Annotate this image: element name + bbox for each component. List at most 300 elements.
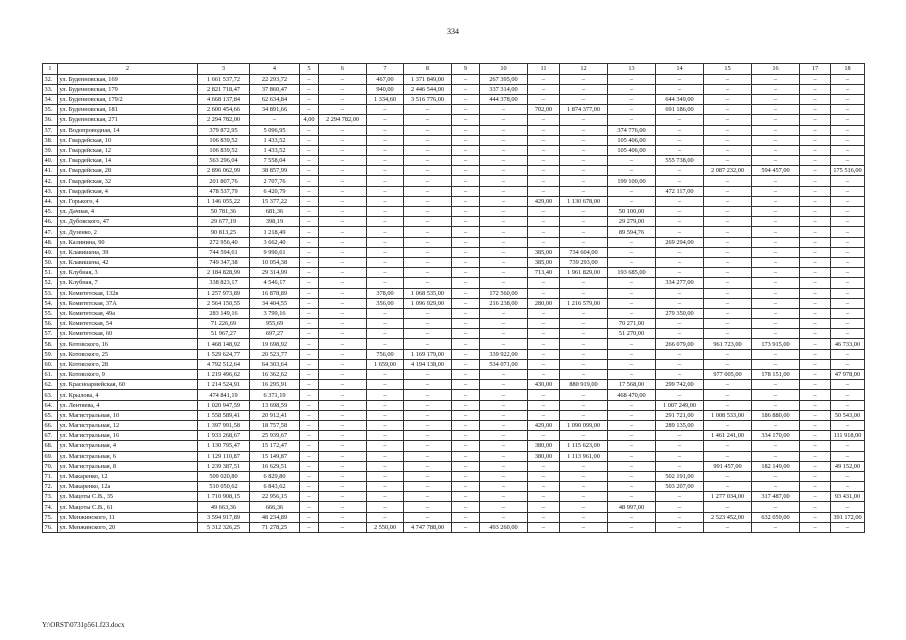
column-number-cell: 10 bbox=[480, 64, 528, 75]
value-cell: – bbox=[608, 420, 656, 430]
value-cell: 1 129 110,87 bbox=[198, 451, 250, 461]
address-cell: ул. Мацоты С.В., 35 bbox=[58, 492, 198, 502]
value-cell: – bbox=[831, 502, 865, 512]
value-cell: – bbox=[800, 278, 831, 288]
value-cell: – bbox=[319, 370, 367, 380]
value-cell: – bbox=[452, 227, 480, 237]
value-cell: – bbox=[560, 461, 608, 471]
value-cell: – bbox=[480, 115, 528, 125]
value-cell: – bbox=[300, 207, 319, 217]
value-cell: – bbox=[480, 166, 528, 176]
value-cell: – bbox=[800, 349, 831, 359]
address-cell: ул. Буденновская, 181 bbox=[58, 105, 198, 115]
row-number-cell: 67. bbox=[43, 431, 58, 441]
value-cell: – bbox=[452, 237, 480, 247]
value-cell: 51 270,00 bbox=[608, 329, 656, 339]
value-cell: – bbox=[800, 400, 831, 410]
value-cell: – bbox=[404, 329, 452, 339]
value-cell: – bbox=[404, 186, 452, 196]
value-cell: – bbox=[831, 207, 865, 217]
row-number-cell: 65. bbox=[43, 410, 58, 420]
value-cell: – bbox=[300, 420, 319, 430]
table-row bbox=[43, 512, 865, 522]
value-cell: 105 406,00 bbox=[608, 145, 656, 155]
value-cell: – bbox=[656, 227, 704, 237]
column-number-cell: 2 bbox=[58, 64, 198, 75]
value-cell: – bbox=[752, 268, 800, 278]
value-cell: – bbox=[452, 125, 480, 135]
value-cell: – bbox=[704, 349, 752, 359]
row-number-cell: 76. bbox=[43, 522, 58, 532]
value-cell: 478 537,79 bbox=[198, 186, 250, 196]
value-cell: 15 149,87 bbox=[250, 451, 300, 461]
value-cell: 1 371 849,00 bbox=[404, 74, 452, 84]
value-cell: – bbox=[752, 145, 800, 155]
column-number-cell: 8 bbox=[404, 64, 452, 75]
value-cell: 1 008 533,00 bbox=[704, 410, 752, 420]
value-cell: – bbox=[404, 420, 452, 430]
value-cell: 16 878,89 bbox=[250, 288, 300, 298]
value-cell: – bbox=[704, 105, 752, 115]
value-cell: 1 661 537,72 bbox=[198, 74, 250, 84]
table-row bbox=[43, 492, 865, 502]
address-cell: ул. Дузенко, 2 bbox=[58, 227, 198, 237]
value-cell: – bbox=[452, 420, 480, 430]
value-cell: – bbox=[300, 400, 319, 410]
value-cell: 201 807,76 bbox=[198, 176, 250, 186]
value-cell: – bbox=[319, 308, 367, 318]
table-row bbox=[43, 227, 865, 237]
value-cell: – bbox=[608, 278, 656, 288]
value-cell: 49 152,00 bbox=[831, 461, 865, 471]
value-cell: – bbox=[528, 288, 560, 298]
value-cell: – bbox=[300, 370, 319, 380]
value-cell: – bbox=[300, 145, 319, 155]
value-cell: – bbox=[319, 319, 367, 329]
value-cell: – bbox=[752, 400, 800, 410]
value-cell: – bbox=[560, 207, 608, 217]
value-cell: – bbox=[752, 186, 800, 196]
value-cell: – bbox=[752, 359, 800, 369]
value-cell: – bbox=[560, 84, 608, 94]
value-cell: – bbox=[800, 227, 831, 237]
value-cell: – bbox=[404, 482, 452, 492]
value-cell: – bbox=[752, 471, 800, 481]
value-cell: – bbox=[367, 370, 404, 380]
value-cell: – bbox=[367, 217, 404, 227]
value-cell: – bbox=[319, 156, 367, 166]
value-cell: – bbox=[704, 278, 752, 288]
value-cell: 429,00 bbox=[528, 420, 560, 430]
value-cell: – bbox=[300, 359, 319, 369]
row-number-cell: 63. bbox=[43, 390, 58, 400]
value-cell: – bbox=[404, 441, 452, 451]
value-cell: – bbox=[752, 390, 800, 400]
value-cell: – bbox=[319, 257, 367, 267]
value-cell: – bbox=[452, 176, 480, 186]
value-cell: – bbox=[300, 135, 319, 145]
value-cell: – bbox=[831, 145, 865, 155]
value-cell: – bbox=[452, 359, 480, 369]
value-cell: – bbox=[480, 339, 528, 349]
table-header-row bbox=[43, 64, 865, 75]
value-cell: – bbox=[800, 176, 831, 186]
value-cell: – bbox=[319, 217, 367, 227]
value-cell: 172 560,00 bbox=[480, 288, 528, 298]
value-cell: – bbox=[800, 380, 831, 390]
value-cell: 1 257 973,89 bbox=[198, 288, 250, 298]
value-cell: – bbox=[800, 268, 831, 278]
value-cell: – bbox=[452, 268, 480, 278]
value-cell: – bbox=[831, 319, 865, 329]
row-number-cell: 55. bbox=[43, 308, 58, 318]
value-cell: – bbox=[704, 125, 752, 135]
table-row bbox=[43, 482, 865, 492]
table-row bbox=[43, 410, 865, 420]
value-cell: 555 738,00 bbox=[656, 156, 704, 166]
value-cell: 13 698,59 bbox=[250, 400, 300, 410]
value-cell: – bbox=[452, 461, 480, 471]
row-number-cell: 70. bbox=[43, 461, 58, 471]
value-cell: – bbox=[319, 339, 367, 349]
value-cell: – bbox=[608, 522, 656, 532]
address-cell: ул. Калинина, 90 bbox=[58, 237, 198, 247]
value-cell: – bbox=[752, 308, 800, 318]
value-cell: – bbox=[300, 227, 319, 237]
value-cell: – bbox=[480, 441, 528, 451]
value-cell: 385,00 bbox=[528, 247, 560, 257]
table-row bbox=[43, 278, 865, 288]
value-cell: – bbox=[319, 410, 367, 420]
value-cell: 1 874 377,00 bbox=[560, 105, 608, 115]
value-cell: – bbox=[300, 84, 319, 94]
value-cell: – bbox=[800, 257, 831, 267]
value-cell: – bbox=[404, 145, 452, 155]
value-cell: 1 115 623,00 bbox=[560, 441, 608, 451]
value-cell: – bbox=[608, 482, 656, 492]
value-cell: – bbox=[480, 196, 528, 206]
value-cell: – bbox=[560, 512, 608, 522]
value-cell: – bbox=[300, 308, 319, 318]
column-number-cell: 1 bbox=[43, 64, 58, 75]
value-cell: 2 294 782,00 bbox=[198, 115, 250, 125]
value-cell: 299 742,00 bbox=[656, 380, 704, 390]
value-cell: 22 293,72 bbox=[250, 74, 300, 84]
value-cell: – bbox=[560, 319, 608, 329]
value-cell: 29 279,00 bbox=[608, 217, 656, 227]
row-number-cell: 46. bbox=[43, 217, 58, 227]
value-cell: 1 433,52 bbox=[250, 135, 300, 145]
value-cell: – bbox=[528, 339, 560, 349]
value-cell: – bbox=[367, 502, 404, 512]
value-cell: – bbox=[404, 135, 452, 145]
value-cell: – bbox=[831, 115, 865, 125]
value-cell: – bbox=[367, 451, 404, 461]
value-cell: – bbox=[319, 105, 367, 115]
value-cell: – bbox=[831, 74, 865, 84]
value-cell: – bbox=[404, 196, 452, 206]
value-cell: – bbox=[560, 471, 608, 481]
table-row bbox=[43, 247, 865, 257]
address-cell: ул. Менжинского, 20 bbox=[58, 522, 198, 532]
row-number-cell: 56. bbox=[43, 319, 58, 329]
value-cell: – bbox=[704, 227, 752, 237]
address-cell: ул. Горького, 4 bbox=[58, 196, 198, 206]
value-cell: – bbox=[528, 186, 560, 196]
value-cell: – bbox=[319, 125, 367, 135]
value-cell: – bbox=[528, 502, 560, 512]
value-cell: – bbox=[404, 410, 452, 420]
value-cell: – bbox=[404, 115, 452, 125]
value-cell: – bbox=[367, 196, 404, 206]
value-cell: – bbox=[452, 145, 480, 155]
value-cell: 46 733,00 bbox=[831, 339, 865, 349]
value-cell: – bbox=[752, 482, 800, 492]
value-cell: – bbox=[560, 492, 608, 502]
value-cell: – bbox=[367, 441, 404, 451]
value-cell: – bbox=[319, 84, 367, 94]
value-cell: – bbox=[831, 390, 865, 400]
table-row bbox=[43, 74, 865, 84]
value-cell: – bbox=[704, 482, 752, 492]
value-cell: – bbox=[608, 400, 656, 410]
column-number-cell: 5 bbox=[300, 64, 319, 75]
value-cell: – bbox=[800, 115, 831, 125]
value-cell: – bbox=[404, 319, 452, 329]
value-cell: – bbox=[800, 74, 831, 84]
value-cell: – bbox=[831, 125, 865, 135]
value-cell: – bbox=[404, 268, 452, 278]
value-cell: 4 194 138,00 bbox=[404, 359, 452, 369]
value-cell: 280,00 bbox=[528, 298, 560, 308]
value-cell: – bbox=[528, 482, 560, 492]
table-row bbox=[43, 502, 865, 512]
value-cell: – bbox=[704, 207, 752, 217]
value-cell: – bbox=[452, 156, 480, 166]
value-cell: – bbox=[831, 308, 865, 318]
value-cell: – bbox=[300, 74, 319, 84]
value-cell: – bbox=[452, 196, 480, 206]
value-cell: – bbox=[528, 115, 560, 125]
value-cell: – bbox=[480, 125, 528, 135]
value-cell: – bbox=[752, 502, 800, 512]
value-cell: – bbox=[704, 522, 752, 532]
value-cell: – bbox=[367, 227, 404, 237]
value-cell: – bbox=[800, 441, 831, 451]
value-cell: – bbox=[528, 227, 560, 237]
column-number-cell: 12 bbox=[560, 64, 608, 75]
address-cell: ул. Комитетская, 132в bbox=[58, 288, 198, 298]
value-cell: – bbox=[319, 74, 367, 84]
value-cell: 20 912,41 bbox=[250, 410, 300, 420]
value-cell: 1 529 624,77 bbox=[198, 349, 250, 359]
value-cell: – bbox=[560, 522, 608, 532]
value-cell: – bbox=[608, 359, 656, 369]
value-cell: – bbox=[752, 247, 800, 257]
value-cell: 29 314,99 bbox=[250, 268, 300, 278]
value-cell: – bbox=[300, 329, 319, 339]
address-cell: ул. Гвардейская, 12 bbox=[58, 145, 198, 155]
value-cell: – bbox=[367, 135, 404, 145]
row-number-cell: 35. bbox=[43, 105, 58, 115]
value-cell: – bbox=[480, 461, 528, 471]
value-cell: – bbox=[404, 451, 452, 461]
table-row bbox=[43, 207, 865, 217]
table-row bbox=[43, 145, 865, 155]
value-cell: – bbox=[560, 329, 608, 339]
address-cell: ул. Лентяева, 4 bbox=[58, 400, 198, 410]
value-cell: – bbox=[800, 390, 831, 400]
value-cell: – bbox=[800, 84, 831, 94]
table-row bbox=[43, 329, 865, 339]
value-cell: 111 918,00 bbox=[831, 431, 865, 441]
value-cell: – bbox=[656, 522, 704, 532]
value-cell: – bbox=[528, 390, 560, 400]
table-row bbox=[43, 339, 865, 349]
value-cell: – bbox=[528, 84, 560, 94]
value-cell: – bbox=[528, 308, 560, 318]
table-row bbox=[43, 441, 865, 451]
value-cell: – bbox=[831, 176, 865, 186]
table-row bbox=[43, 84, 865, 94]
value-cell: – bbox=[367, 156, 404, 166]
row-number-cell: 39. bbox=[43, 145, 58, 155]
value-cell: 632 059,00 bbox=[752, 512, 800, 522]
value-cell: – bbox=[704, 84, 752, 94]
value-cell: 534 071,00 bbox=[480, 359, 528, 369]
value-cell: – bbox=[319, 94, 367, 104]
value-cell: 380,00 bbox=[528, 451, 560, 461]
value-cell: – bbox=[656, 461, 704, 471]
value-cell: 880 919,00 bbox=[560, 380, 608, 390]
value-cell: – bbox=[404, 502, 452, 512]
value-cell: 1 090 099,00 bbox=[560, 420, 608, 430]
value-cell: – bbox=[367, 420, 404, 430]
value-cell: – bbox=[656, 84, 704, 94]
value-cell: – bbox=[831, 227, 865, 237]
value-cell: – bbox=[800, 105, 831, 115]
value-cell: – bbox=[528, 400, 560, 410]
value-cell: 62 634,84 bbox=[250, 94, 300, 104]
address-cell: ул. Макаренко, 12а bbox=[58, 482, 198, 492]
value-cell: – bbox=[480, 512, 528, 522]
address-cell: ул. Гвардейская, 4 bbox=[58, 186, 198, 196]
value-cell: – bbox=[452, 482, 480, 492]
value-cell: – bbox=[319, 492, 367, 502]
address-cell: ул. Комитетская, 49а bbox=[58, 308, 198, 318]
value-cell: – bbox=[367, 237, 404, 247]
value-cell: – bbox=[480, 278, 528, 288]
address-cell: ул. Гвардейская, 14 bbox=[58, 156, 198, 166]
value-cell: 15 377,22 bbox=[250, 196, 300, 206]
value-cell: 493 260,00 bbox=[480, 522, 528, 532]
value-cell: – bbox=[528, 370, 560, 380]
value-cell: – bbox=[608, 166, 656, 176]
table-row bbox=[43, 125, 865, 135]
table-row bbox=[43, 288, 865, 298]
value-cell: 509 020,80 bbox=[198, 471, 250, 481]
value-cell: – bbox=[656, 125, 704, 135]
table-row bbox=[43, 349, 865, 359]
value-cell: – bbox=[319, 288, 367, 298]
value-cell: – bbox=[656, 288, 704, 298]
value-cell: – bbox=[367, 176, 404, 186]
value-cell: 1 961 829,00 bbox=[560, 268, 608, 278]
value-cell: – bbox=[800, 482, 831, 492]
data-table bbox=[42, 63, 865, 533]
value-cell: – bbox=[752, 115, 800, 125]
value-cell: 2 446 544,00 bbox=[404, 84, 452, 94]
value-cell: 2 564 150,55 bbox=[198, 298, 250, 308]
value-cell: 713,40 bbox=[528, 268, 560, 278]
row-number-cell: 37. bbox=[43, 125, 58, 135]
address-cell: ул. Дубовского, 47 bbox=[58, 217, 198, 227]
value-cell: – bbox=[319, 400, 367, 410]
value-cell: – bbox=[704, 308, 752, 318]
value-cell: – bbox=[831, 451, 865, 461]
value-cell: – bbox=[319, 482, 367, 492]
value-cell: – bbox=[480, 390, 528, 400]
value-cell: – bbox=[752, 84, 800, 94]
value-cell: 955,69 bbox=[250, 319, 300, 329]
column-number-cell: 13 bbox=[608, 64, 656, 75]
value-cell: – bbox=[319, 268, 367, 278]
table-row bbox=[43, 461, 865, 471]
value-cell: – bbox=[404, 207, 452, 217]
value-cell: – bbox=[752, 105, 800, 115]
value-cell: 1 113 961,00 bbox=[560, 451, 608, 461]
value-cell: – bbox=[367, 115, 404, 125]
value-cell: – bbox=[752, 319, 800, 329]
value-cell: – bbox=[528, 471, 560, 481]
value-cell: 193 685,00 bbox=[608, 268, 656, 278]
value-cell: – bbox=[480, 492, 528, 502]
value-cell: – bbox=[480, 410, 528, 420]
row-number-cell: 44. bbox=[43, 196, 58, 206]
value-cell: – bbox=[560, 482, 608, 492]
value-cell: 1 219 496,62 bbox=[198, 370, 250, 380]
value-cell: – bbox=[752, 237, 800, 247]
value-cell: – bbox=[800, 492, 831, 502]
address-cell: ул. Клубная, 3 bbox=[58, 268, 198, 278]
value-cell: – bbox=[831, 380, 865, 390]
value-cell: – bbox=[452, 298, 480, 308]
column-number-cell: 17 bbox=[800, 64, 831, 75]
value-cell: – bbox=[800, 247, 831, 257]
row-number-cell: 61. bbox=[43, 370, 58, 380]
value-cell: – bbox=[704, 359, 752, 369]
value-cell: – bbox=[480, 380, 528, 390]
table-row bbox=[43, 370, 865, 380]
value-cell: 16 295,91 bbox=[250, 380, 300, 390]
column-number-cell: 9 bbox=[452, 64, 480, 75]
value-cell: – bbox=[480, 247, 528, 257]
value-cell: – bbox=[300, 471, 319, 481]
value-cell: – bbox=[608, 115, 656, 125]
value-cell: – bbox=[800, 308, 831, 318]
value-cell: – bbox=[831, 268, 865, 278]
value-cell: 37 860,47 bbox=[250, 84, 300, 94]
value-cell: – bbox=[452, 278, 480, 288]
value-cell: – bbox=[300, 156, 319, 166]
value-cell: – bbox=[800, 237, 831, 247]
address-cell: ул. Магистральная, 10 bbox=[58, 410, 198, 420]
value-cell: – bbox=[528, 492, 560, 502]
value-cell: – bbox=[752, 522, 800, 532]
value-cell: – bbox=[752, 207, 800, 217]
value-cell: – bbox=[404, 217, 452, 227]
value-cell: 666,36 bbox=[250, 502, 300, 512]
